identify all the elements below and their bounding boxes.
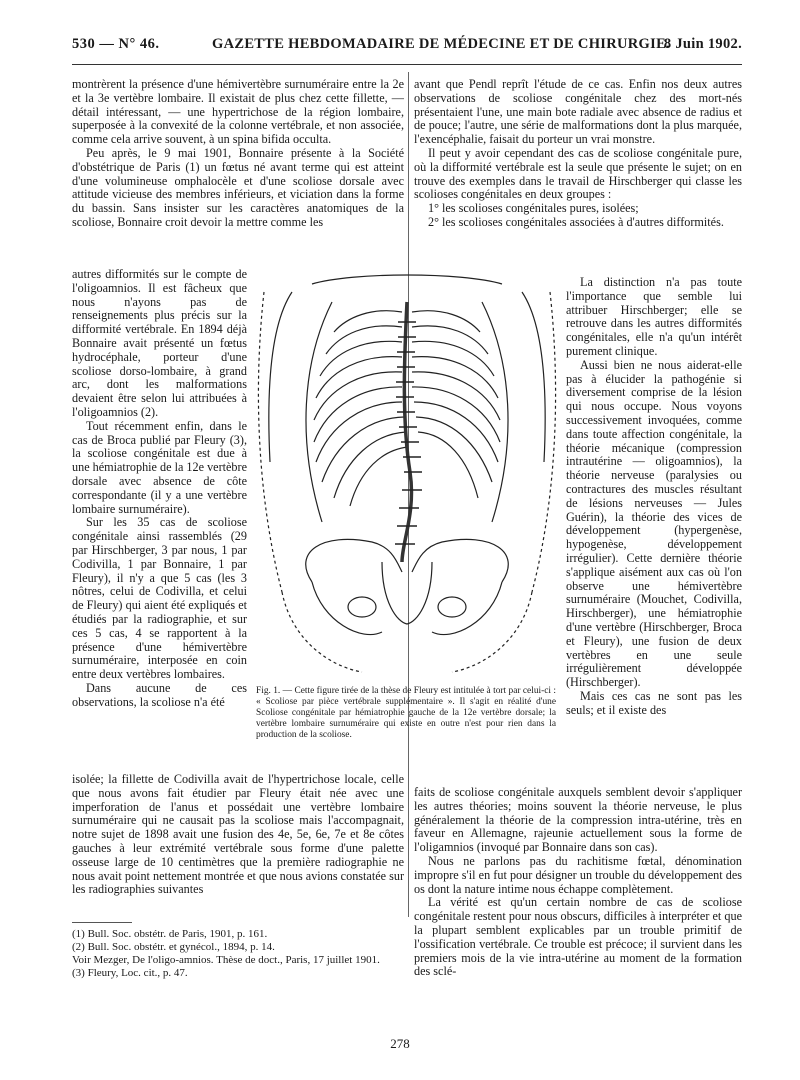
skeleton-figure	[252, 262, 562, 682]
list-item: 2° les scolioses congénitales associées à d'autres difformités.	[428, 214, 724, 229]
paragraph: Mais ces cas ne sont pas les seuls; et il existe des	[566, 688, 742, 717]
right-column-narrow	[566, 276, 742, 718]
paragraph: La vérité est qu'un certain nombre de cas de scoliose congénitale restent pour nous obscurs, difficiles à interpréter et que la plupart semblent explicables par un trouble primitif de l'ossification vertébrale. Ce trouble est précoce; il survient dans les premiers mois de la vie intra-utérine au moment de la formation des sclé-	[414, 895, 742, 979]
left-column-narrow	[72, 268, 247, 710]
page-number: 278	[390, 1036, 410, 1051]
paragraph: isolée; la fillette de Codivilla avait de l'hypertrichose locale, celle que nous avons fait étudier par Fleury était née avec une imperforation de l'anus et possédait une vertèbre lombaire surnuméraire qui ne causait pas la scoliose mais l'accompagnait, notre sujet de 1898 avait une fusion des 4e, 5e, 6e, 7e et 8e côtes gauches à leur extrémité vertébrale sous forme d'une palette osseuse large de 10 centimètres que la première radiographie ne nous avait point nettement montrée et que nous avions constatée sur les radiographies suivantes	[72, 772, 404, 897]
paragraph: Il peut y avoir cependant des cas de scoliose congénitale pure, où la difformité vertébrale est la seule que présente le sujet; on en trouve des exemples dans le travail de Hirschberger qui classe les scolioses congénitales en deux groupes :	[414, 145, 742, 202]
footnote: (2) Bull. Soc. obstétr. et gynécol., 1894, p. 14.	[72, 941, 275, 953]
paragraph: Nous ne parlons pas du rachitisme fœtal, dénomination impropre s'il en fut pour désigner un trouble du développement des os dont la nature intime nous échappe complètement.	[414, 853, 742, 896]
header-journal-title: GAZETTE HEBDOMADAIRE DE MÉDECINE ET DE CHIRURGIE.	[212, 36, 670, 52]
footnote: Voir Mezger, De l'oligo-amnios. Thèse de doct., Paris, 17 juillet 1901.	[72, 954, 380, 966]
paragraph: autres difformités sur le compte de l'oligoamnios. Il est fâcheux que nous n'ayons pas de renseignements plus précis sur la difformité vertébrale. En 1894 déjà Bonnaire avait présenté un fœtus hydrocéphale, porteur d'une scoliose dorso-lombaire, à grand arc, dont les malformations devaient être selon lui attribuées à l'oligoamnios (2).	[72, 267, 247, 419]
footnote: (1) Bull. Soc. obstétr. de Paris, 1901, p. 161.	[72, 928, 268, 940]
header-date: 8 Juin 1902.	[663, 36, 742, 52]
caption-text: Fig. 1. — Cette figure tirée de la thèse de Fleury est intitulée à tort par celui-ci : « Scoliose par pièce vertébrale supplémentaire ». Il s'agit en réalité d'une Scoliose congénitale par hémiatrophie gauche de la 12e vertèbre dorsale; la vertèbre lombaire surnuméraire qui existe en outre n'est pour rien dans la production de la scoliose.	[256, 686, 556, 740]
footnotes	[72, 928, 404, 980]
paragraph: Tout récemment enfin, dans le cas de Broca publié par Fleury (3), la scoliose congénitale est due à une hémiatrophie de la 12e vertèbre dorsale avec absence de côte correspondante (il y a une vertèbre lombaire surnuméraire).	[72, 418, 247, 516]
paragraph: avant que Pendl reprît l'étude de ce cas. Enfin nos deux autres observations de scoliose congénitale chez des mort-nés présentaient l'une, une main bote radiale avec absence de radius et de pouce; l'autre, une série de malformations dont la plus marquée, l'exencéphalie, faisait du porteur un vrai monstre.	[414, 77, 742, 147]
paragraph: Aussi bien ne nous aiderat-elle pas à élucider la pathogénie si diversement comprise de la lésion qui nous occupe. Nous voyons successivement invoquées, comme dans toute affection congénitale, la théorie mécanique (compression intrautérine — oligoamnios), la théorie nerveuse (paralysies ou contractures des muscles résultant de lésions nerveuses — Jules Guérin), la théorie des vices de développement (hypergenèse, hypogenèse, développement irrégulier). Cette dernière théorie s'applique aisément aux cas où l'on observe une hémivertèbre surnuméraire (Mouchet, Codivilla, Hirschberger), une hémiatrophie d'une vertèbre (Hirschberger, Broca et Fleury), une fusion de deux vertèbres en une seule irrégulièrement développée (Hirschberger).	[566, 357, 742, 690]
right-column-top	[414, 78, 742, 230]
paragraph: Sur les 35 cas de scoliose congénitale ainsi rassemblés (29 par Hirschberger, 3 par nous, 1 par Codivilla, 1 par Bonnaire, 1 par Fleury), il n'y a que 5 cas (les 3 nôtres, celui de Codivilla, et celui de Fleury) qui aient été expliqués et étudiés par la radiographie, et sur ces 5 cas, 4 se rapportent à la présence d'une hémivertèbre surnuméraire, interposée en coin entre deux vertèbres lombaires.	[72, 515, 247, 682]
paragraph: faits de scoliose congénitale auxquels semblent devoir s'appliquer les autres théories; moins souvent la théorie nerveuse, le plus généralement la théorie de la compression intra-utérine, très en faveur en Allemagne, rajeunie actuellement sous la forme de l'oligamnios (invoqué par Bonnaire dans son cas).	[414, 785, 742, 855]
header-page-ref: 530 — N° 46.	[72, 36, 160, 52]
paragraph: montrèrent la présence d'une hémivertèbre surnuméraire entre la 2e et la 3e vertèbre lombaire. Il existait de plus chez cette fillette, — détail intéressant, — une hypertrichose de la région lombaire, superposée à la convexité de la colonne vertébrale, et non associée, comme cela arrive souvent, à un spina bifida occulta.	[72, 77, 404, 147]
footnote: (3) Fleury, Loc. cit., p. 47.	[72, 967, 188, 979]
header-rule	[72, 64, 742, 65]
spine-ribcage-illustration	[252, 262, 562, 682]
paragraph: Peu après, le 9 mai 1901, Bonnaire présente à la Société d'obstétrique de Paris (1) un fœtus né avant terme qui est atteint d'une volumineuse omphalocèle et d'une scoliose dorsale avec attitude vicieuse des membres inférieurs, et viciation dans la forme du bassin. Sans insister sur les caractères anatomiques de la scoliose, Bonnaire croit devoir la mettre comme les	[72, 145, 404, 229]
right-column-bottom	[414, 786, 742, 979]
left-column-top	[72, 78, 404, 230]
paragraph: Dans aucune de ces observations, la scoliose n'a été	[72, 680, 247, 709]
list-item: 1° les scolioses congénitales pures, isolées;	[428, 201, 639, 216]
left-column-bottom	[72, 773, 404, 897]
running-header	[72, 36, 742, 58]
footnote-rule	[72, 922, 132, 923]
paragraph: La distinction n'a pas toute l'importance que semble lui attribuer Hirschberger; elle se retrouve dans les autres difformités congénitales, elle n'a qu'un intérêt purement clinique.	[566, 275, 742, 358]
figure-caption	[256, 686, 556, 741]
